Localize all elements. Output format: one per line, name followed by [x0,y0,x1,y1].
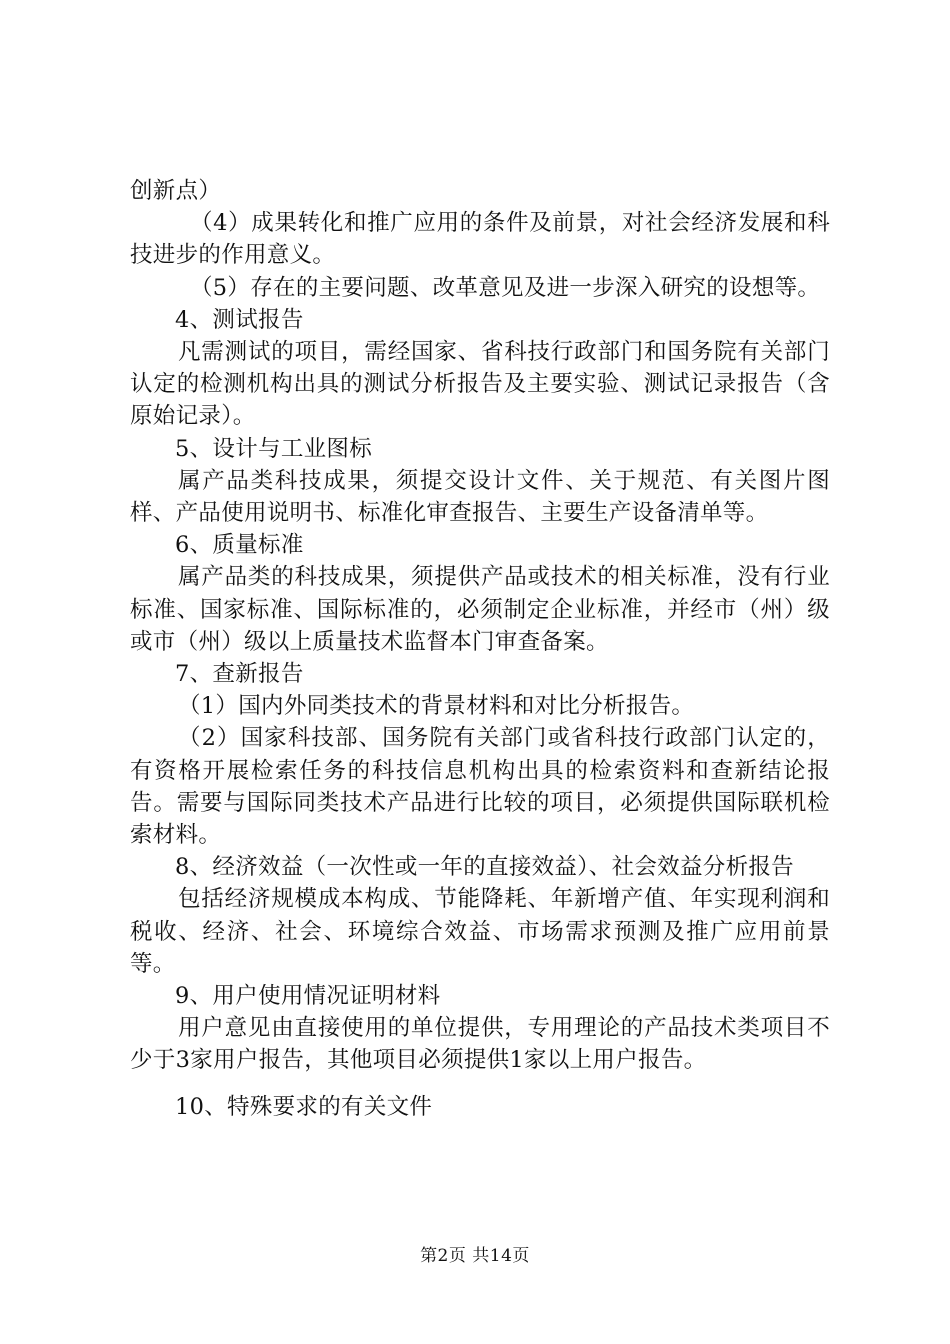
section-body-5: 属产品类科技成果，须提交设计文件、关于规范、有关图片图样、产品使用说明书、标准化审查报告、主要生产设备清单等。 [130,467,830,527]
paragraph-continuation: 创新点） [130,178,222,204]
section-7-item-1: （1）国内外同类技术的背景材料和对比分析报告。 [178,693,695,720]
section-7-item-2: （2）国家科技部、国务院有关部门或省科技行政部门认定的，有资格开展检索任务的科技信息机构出具的检索资料和查新结论报告。需要与国际同类技术产品进行比较的项目，必须提供国际联机检索材料。 [130,725,830,849]
page-number-label: 第2页 共14页 [420,1246,530,1266]
section-heading-9: 9、用户使用情况证明材料 [175,983,441,1010]
section-heading-10: 10、特殊要求的有关文件 [175,1093,433,1120]
list-item-5: （5）存在的主要问题、改革意见及进一步深入研究的设想等。 [190,274,821,301]
section-heading-7: 7、查新报告 [175,661,304,688]
section-body-4: 凡需测试的项目，需经国家、省科技行政部门和国务院有关部门认定的检测机构出具的测试分析报告及主要实验、测试记录报告（含原始记录）。 [130,339,830,430]
section-heading-6: 6、质量标准 [175,532,304,559]
list-item-4: （4）成果转化和推广应用的条件及前景，对社会经济发展和科技进步的作用意义。 [130,210,830,269]
section-heading-5: 5、设计与工业图标 [175,435,373,462]
section-body-6: 属产品类的科技成果，须提供产品或技术的相关标准，没有行业标准、国家标准、国际标准的，必须制定企业标准，并经市（州）级或市（州）级以上质量技术监督本门审查备案。 [130,564,830,655]
section-heading-4: 4、测试报告 [175,306,304,333]
page-footer [0,1244,950,1268]
section-body-8: 包括经济规模成本构成、节能降耗、年新增产值、年实现利润和税收、经济、社会、环境综合效益、市场需求预测及推广应用前景等。 [130,886,830,977]
document-body [130,175,830,1123]
section-body-9: 用户意见由直接使用的单位提供，专用理论的产品技术类项目不少于3家用户报告，其他项目必须提供1家以上用户报告。 [130,1015,830,1074]
section-heading-8: 8、经济效益（一次性或一年的直接效益）、社会效益分析报告 [175,854,794,881]
